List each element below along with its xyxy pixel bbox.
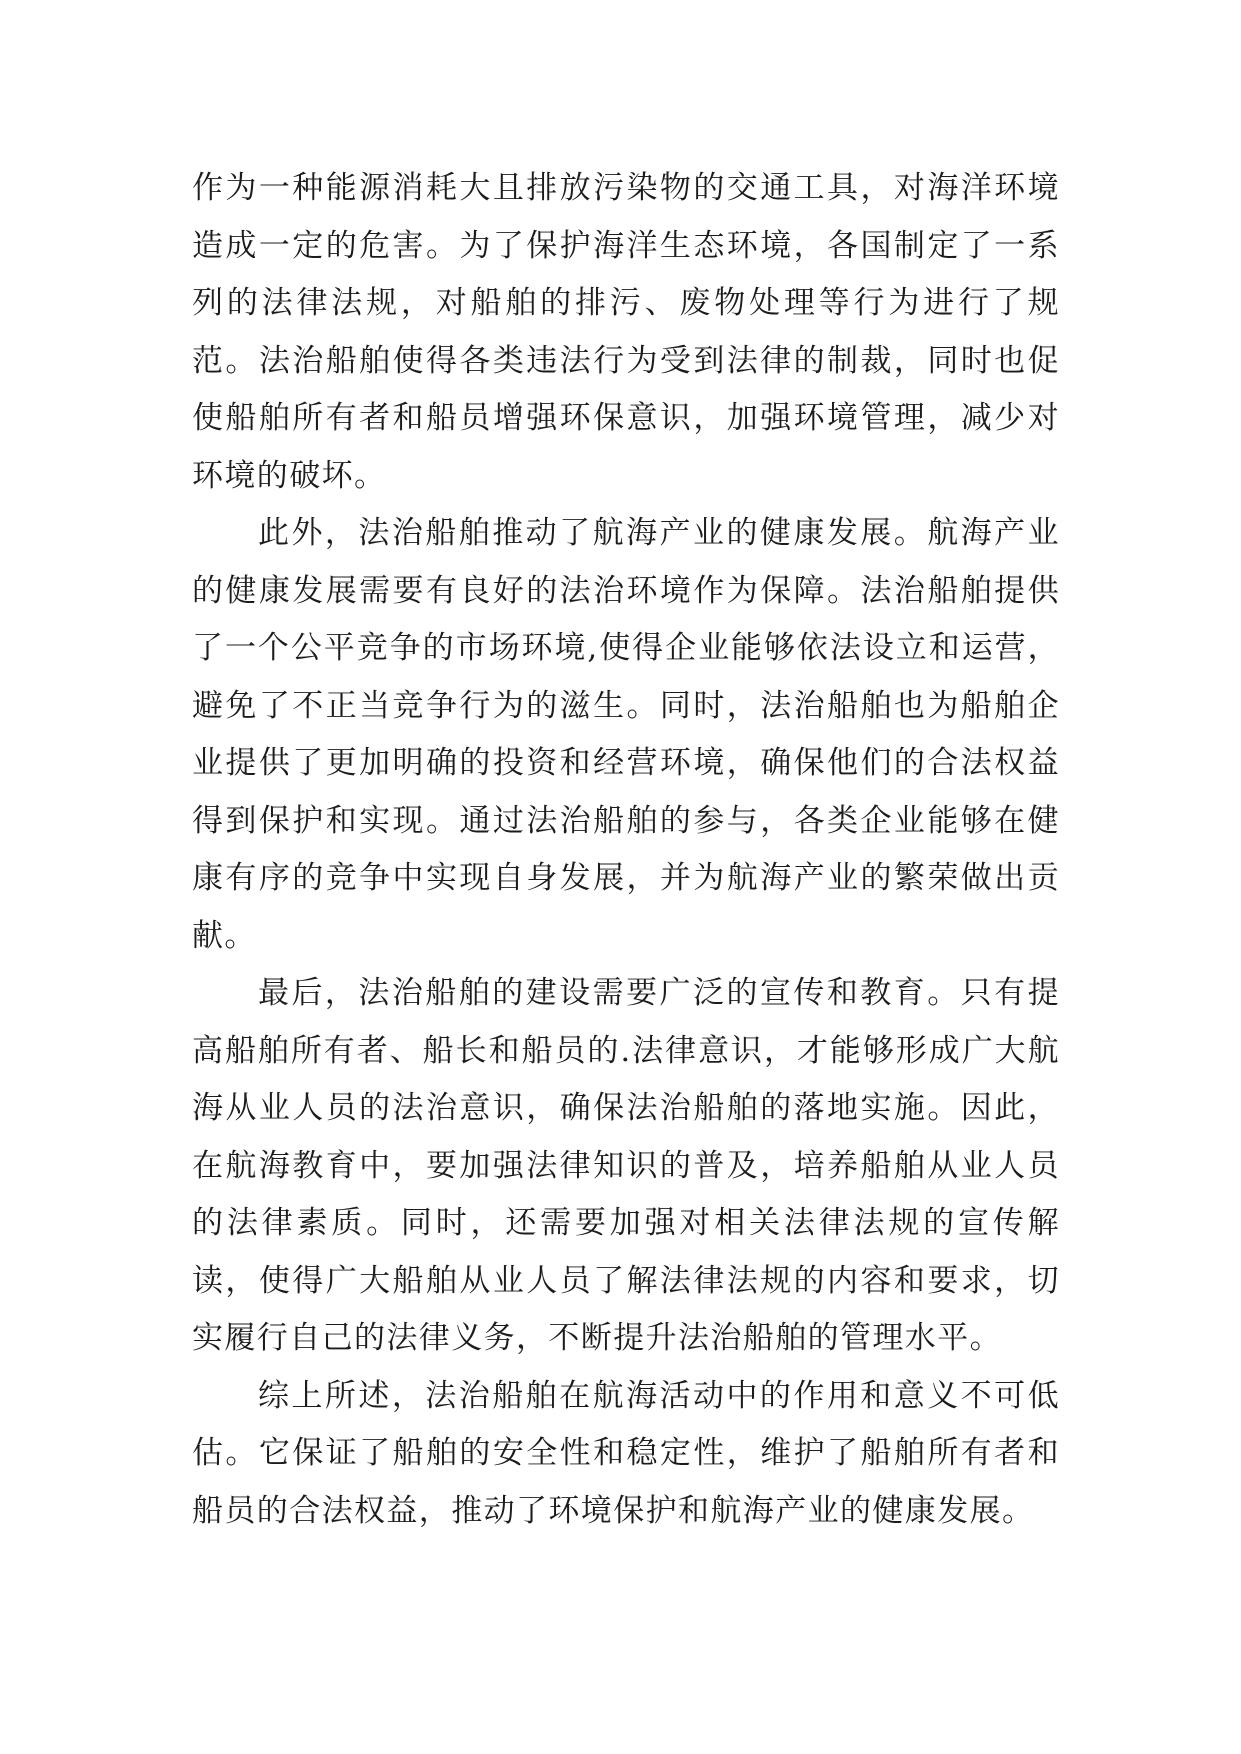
paragraph-environmental-protection: 作为一种能源消耗大且排放污染物的交通工具，对海洋环境造成一定的危害。为了保护海洋生态环境，各国制定了一系列的法律法规，对船舶的排污、废物处理等行为进行了规范。法治船舶使得各类违法行为受到法律的制裁，同时也促使船舶所有者和船员增强环保意识，加强环境管理，减少对环境的破坏。 [192, 170, 1060, 494]
paragraph-education-publicity: 最后，法治船舶的建设需要广泛的宣传和教育。只有提高船舶所有者、船长和船员的.法律意识，才能够形成广大航海从业人员的法治意识，确保法治船舶的落地实施。因此，在航海教育中，要加强法律知识的普及，培养船舶从业人员的法律素质。同时，还需要加强对相关法律法规的宣传解读，使得广大船舶从业人员了解法律法规的内容和要求，切实履行自己的法律义务，不断提升法治船舶的管理水平。 [192, 975, 1060, 1356]
paragraph-conclusion: 综上所述，法治船舶在航海活动中的作用和意义不可低估。它保证了船舶的安全性和稳定性，维护了船舶所有者和船员的合法权益，推动了环境保护和航海产业的健康发展。 [192, 1377, 1060, 1529]
document-body [192, 160, 1060, 1540]
paragraph-industry-development: 此外，法治船舶推动了航海产业的健康发展。航海产业的健康发展需要有良好的法治环境作为保障。法治船舶提供了一个公平竞争的市场环境,使得企业能够依法设立和运营，避免了不正当竞争行为的滋生。同时，法治船舶也为船舶企业提供了更加明确的投资和经营环境，确保他们的合法权益得到保护和实现。通过法治船舶的参与，各类企业能够在健康有序的竞争中实现自身发展，并为航海产业的繁荣做出贡献。 [192, 515, 1060, 954]
